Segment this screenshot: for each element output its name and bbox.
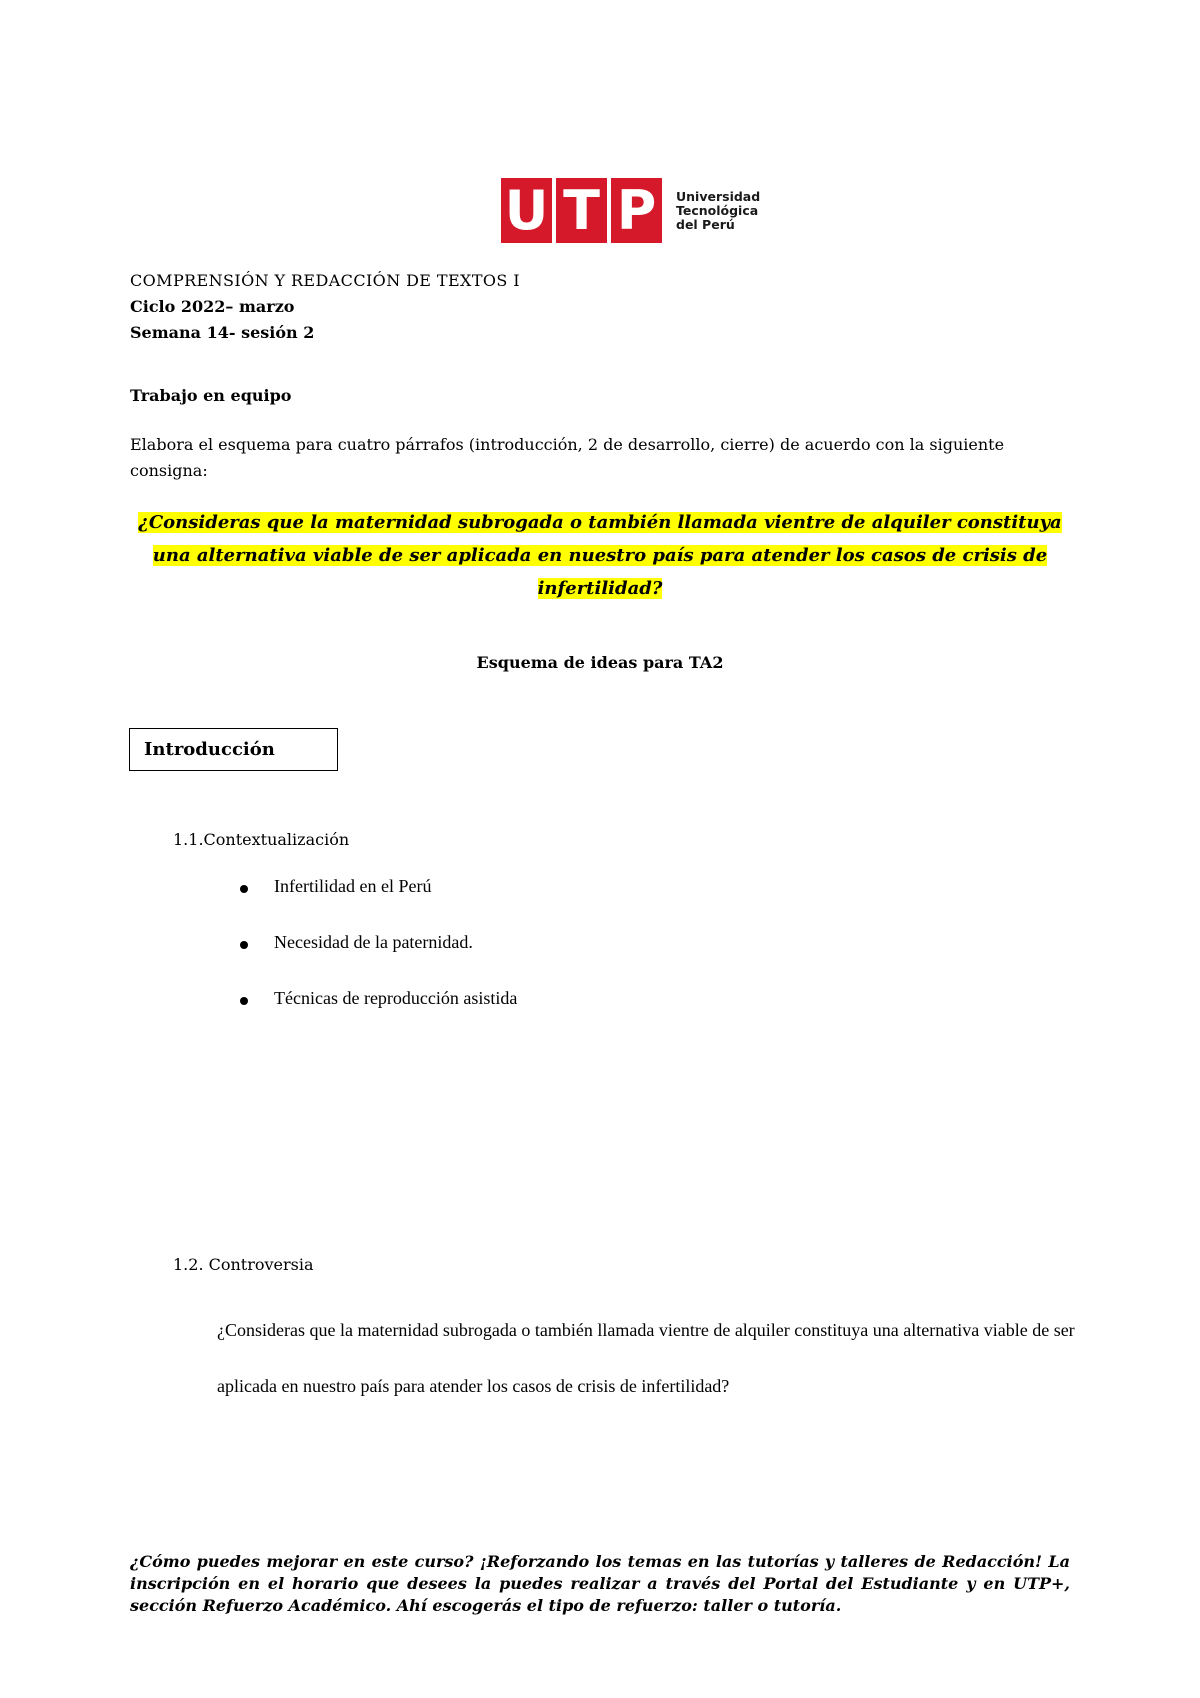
cycle-label: Ciclo 2022– marzo [130, 297, 295, 316]
list-item-text: Infertilidad en el Perú [274, 876, 432, 896]
week-label: Semana 14- sesión 2 [130, 323, 315, 342]
list-item [240, 876, 517, 932]
contextualization-list [240, 876, 517, 1044]
course-header [130, 268, 520, 346]
logo-name-line: del Perú [676, 216, 735, 232]
question-text: ¿Consideras que la maternidad subrogada o también llamada vientre de alquiler constituya una alternativa viable de ser aplicada en nuestro país para atender los casos de crisis de infertilidad? [138, 512, 1062, 599]
list-item [240, 932, 517, 988]
logo-letter-u: U [501, 178, 552, 243]
instructions-text: Elabora el esquema para cuatro párrafos (introducción, 2 de desarrollo, cierre) de acuerdo con la siguiente consigna: [130, 435, 1005, 480]
list-item [240, 988, 517, 1044]
logo-name-line: Universidad [676, 188, 761, 204]
utp-logo [501, 178, 760, 243]
logo-name-line: Tecnológica [676, 202, 759, 218]
bullet-icon [240, 941, 248, 949]
logo-letter-p: P [611, 178, 662, 243]
team-work-title: Trabajo en equipo [130, 386, 292, 405]
footer-note: ¿Cómo puedes mejorar en este curso? ¡Reforzando los temas en las tutorías y talleres de Redacción! La inscripción en el horario que desees la puedes realizar a través del Portal del Estudiante y en UTP+, sección Refuerzo Académico. Ahí escogerás el tipo de refuerzo: taller o tutoría. [130, 1552, 1070, 1615]
introduction-box: Introducción [129, 728, 338, 771]
list-item-text: Técnicas de reproducción asistida [274, 988, 518, 1008]
section-1-1-title: 1.1.Contextualización [173, 830, 350, 849]
list-item-text: Necesidad de la paternidad. [274, 932, 473, 952]
controversy-text: ¿Consideras que la maternidad subrogada o también llamada vientre de alquiler constituya una alternativa viable de ser aplicada en nuestro país para atender los casos de crisis de infertilidad? [217, 1320, 1075, 1396]
section-1-2-title: 1.2. Controversia [173, 1255, 314, 1274]
highlighted-question [120, 506, 1080, 605]
bullet-icon [240, 885, 248, 893]
logo-letter-t: T [556, 178, 607, 243]
course-title: COMPRENSIÓN Y REDACCIÓN DE TEXTOS I [130, 271, 520, 290]
logo-university-name [676, 190, 760, 232]
scheme-title: Esquema de ideas para TA2 [476, 653, 724, 672]
bullet-icon [240, 997, 248, 1005]
